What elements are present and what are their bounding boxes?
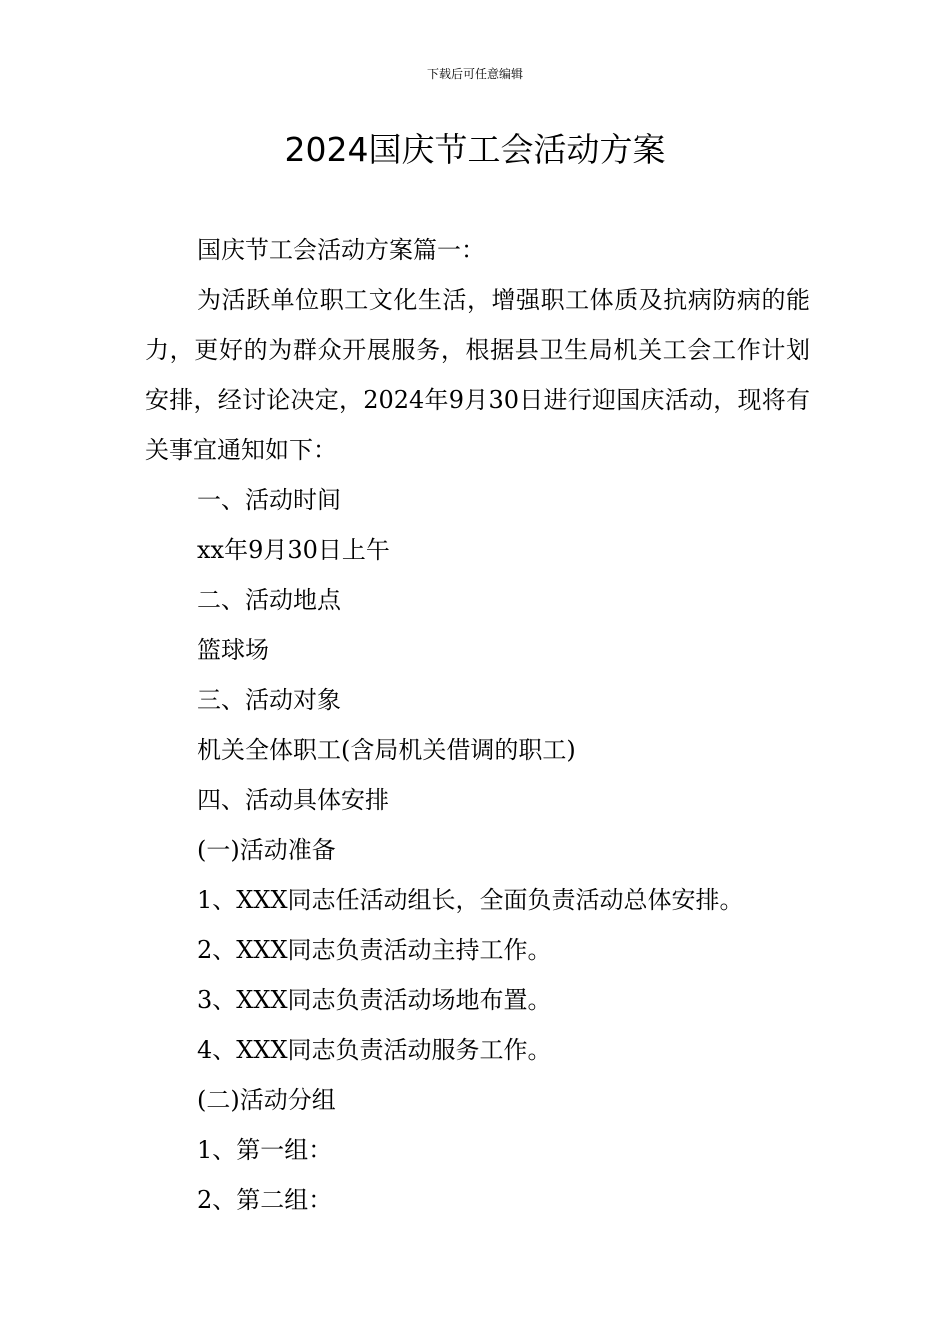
subheading-grouping: (二)活动分组 — [197, 1086, 336, 1114]
header-note: 下载后可任意编辑 — [426, 67, 523, 81]
list-item: 4、XXX同志负责活动服务工作。 — [197, 1036, 552, 1064]
document-body — [145, 225, 810, 1225]
item-heading-location: 二、活动地点 — [197, 586, 341, 614]
section-heading: 国庆节工会活动方案篇一： — [197, 236, 485, 264]
intro-paragraph: 为活跃单位职工文化生活，增强职工体质及抗病防病的能力，更好的为群众开展服务，根据县卫生局机关工会工作计划安排，经讨论决定，2024年9月30日进行迎国庆活动，现将有关事宜通知如下： — [145, 286, 810, 464]
list-item: 1、第一组： — [197, 1136, 333, 1164]
list-item: 2、XXX同志负责活动主持工作。 — [197, 936, 552, 964]
document-title: 2024国庆节工会活动方案 — [284, 130, 666, 169]
subheading-preparation: (一)活动准备 — [197, 836, 336, 864]
item-heading-audience: 三、活动对象 — [197, 686, 341, 714]
item-heading-time: 一、活动时间 — [197, 486, 341, 514]
item-heading-arrangement: 四、活动具体安排 — [197, 786, 389, 814]
list-item: 1、XXX同志任活动组长，全面负责活动总体安排。 — [197, 886, 744, 914]
item-value-time: xx年9月30日上午 — [197, 536, 390, 564]
item-value-location: 篮球场 — [197, 636, 269, 664]
list-item: 2、第二组： — [197, 1186, 333, 1214]
list-item: 3、XXX同志负责活动场地布置。 — [197, 986, 552, 1014]
item-value-audience: 机关全体职工(含局机关借调的职工) — [197, 736, 576, 764]
